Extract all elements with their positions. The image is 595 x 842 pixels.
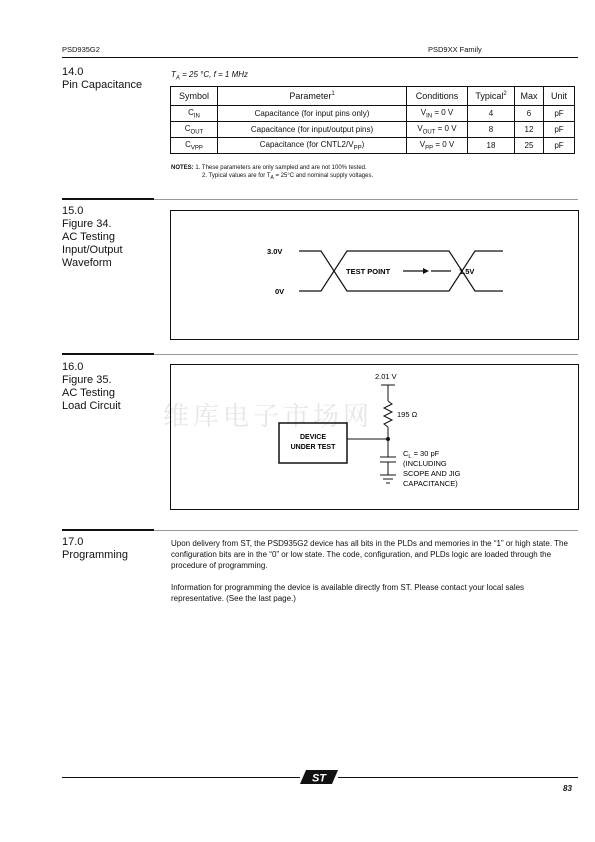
resistor-icon: [384, 401, 392, 427]
cell-unit: pF: [544, 138, 575, 154]
cap-note-line1: (INCLUDING: [403, 459, 447, 468]
cell-typical: 18: [468, 138, 515, 154]
cell-unit: pF: [544, 106, 575, 122]
table-conditions: $T_A = 25$ °C, f = 1 MHz: [171, 70, 249, 82]
cell-symbol: $C_{IN}$: [171, 106, 218, 122]
cell-max: 12: [515, 122, 544, 138]
section-17-title: Programming: [62, 549, 129, 561]
watermark: 维库电子市场网: [163, 402, 374, 432]
cell-conditions: $V_{OUT} = 0$ V: [407, 122, 468, 138]
cell-conditions: $V_{IN} = 0$ V: [407, 106, 468, 122]
cell-max: 25: [515, 138, 544, 154]
test-level-label: 1.5V: [459, 267, 475, 276]
section-16-thick-rule: [62, 353, 154, 355]
table-row: [171, 138, 575, 154]
section-17-number: 17.0: [62, 536, 84, 548]
dut-box: [279, 423, 347, 463]
waveform-figure: [170, 210, 579, 340]
waveform-low-label: 0V: [275, 287, 285, 296]
dut-label-line2: UNDER TEST: [290, 444, 336, 451]
col-parameter: Parameter$^1$: [218, 87, 407, 106]
section-15-title-line1: AC Testing: [62, 231, 115, 243]
note-2: 2. Typical values are for $T_A = 25^\circ C$ and nominal supply voltages.: [202, 173, 374, 182]
arrow-head-icon: [423, 268, 429, 274]
col-unit: Unit: [544, 87, 575, 106]
dut-label-line1: DEVICE: [299, 434, 327, 441]
load-circuit-diagram: [171, 365, 578, 509]
section-16-title-line2: Load Circuit: [62, 400, 121, 412]
programming-paragraph-2: Information for programming the device is available directly from ST. Please contact your local sales representative. (See the last page.): [171, 583, 525, 603]
cell-parameter: Capacitance (for $CNTL2/V_{PP}$): [218, 138, 407, 154]
st-logo-text: ST: [311, 772, 327, 785]
cell-parameter: Capacitance (for input pins only): [218, 106, 407, 122]
col-typical: Typical$^2$: [468, 87, 515, 106]
section-15-number: 15.0: [62, 205, 84, 217]
supply-label: 2.01 V: [375, 372, 397, 381]
capacitance-table: [170, 86, 575, 154]
test-point-label: TEST POINT: [346, 267, 391, 276]
section-16-figure: Figure 35.: [62, 374, 112, 386]
cap-note-line3: CAPACITANCE): [403, 479, 458, 488]
cell-conditions: $V_{PP} = 0$ V: [407, 138, 468, 154]
footer-rule-right: [338, 777, 578, 778]
section-17-thick-rule: [62, 529, 154, 531]
cell-unit: pF: [544, 122, 575, 138]
section-14-title: Pin Capacitance: [62, 79, 143, 91]
section-16-number: 16.0: [62, 361, 84, 373]
header-doc-id: PSD935G2: [62, 45, 100, 54]
footer-rule-left: [62, 777, 300, 778]
section-14-number: 14.0: [62, 66, 84, 78]
section-15-title-line2: Input/Output: [62, 244, 123, 256]
header-family: PSD9XX Family: [428, 45, 482, 54]
section-15-title-line3: Waveform: [62, 257, 112, 269]
cap-value-label: $C_L = 30$ pF: [403, 449, 440, 460]
cell-max: 6: [515, 106, 544, 122]
section-15-thick-rule: [62, 198, 154, 200]
header-rule: [62, 57, 578, 58]
col-max: Max: [515, 87, 544, 106]
cell-symbol: $C_{OUT}$: [171, 122, 218, 138]
cell-typical: 8: [468, 122, 515, 138]
waveform-high-label: 3.0V: [267, 247, 283, 256]
section-15-figure: Figure 34.: [62, 218, 112, 230]
junction-dot: [386, 437, 390, 441]
table-header-row: [171, 87, 575, 106]
col-symbol: Symbol: [171, 87, 218, 106]
table-row: [171, 122, 575, 138]
section-16-title-line1: AC Testing: [62, 387, 115, 399]
waveform-diagram: [171, 211, 578, 339]
cap-note-line2: SCOPE AND JIG: [403, 469, 461, 478]
cell-symbol: $C_{VPP}$: [171, 138, 218, 154]
col-conditions: Conditions: [407, 87, 468, 106]
note-1: 1. These parameters are only sampled and are not 100% tested.: [195, 165, 367, 171]
resistor-label: 195 Ω: [397, 410, 418, 419]
table-notes: NOTES: 1. These parameters are only sampled and are not 100% tested. 2. Typical values are for $T_A = 25^\circ C$ and nominal supply voltages.: [171, 165, 374, 182]
cell-parameter: Capacitance (for input/output pins): [218, 122, 407, 138]
page-number: 83: [563, 784, 572, 793]
load-circuit-figure: [170, 364, 579, 510]
cell-typical: 4: [468, 106, 515, 122]
table-row: [171, 106, 575, 122]
programming-paragraph-1: Upon delivery from ST, the PSD935G2 device has all bits in the PLDs and memories in the “1” or high state. The configuration bits are in the “0” or low state. The code, configuration, and PLDs logic are loaded through the procedure of programming.: [171, 539, 568, 570]
st-logo-icon: [300, 769, 338, 785]
